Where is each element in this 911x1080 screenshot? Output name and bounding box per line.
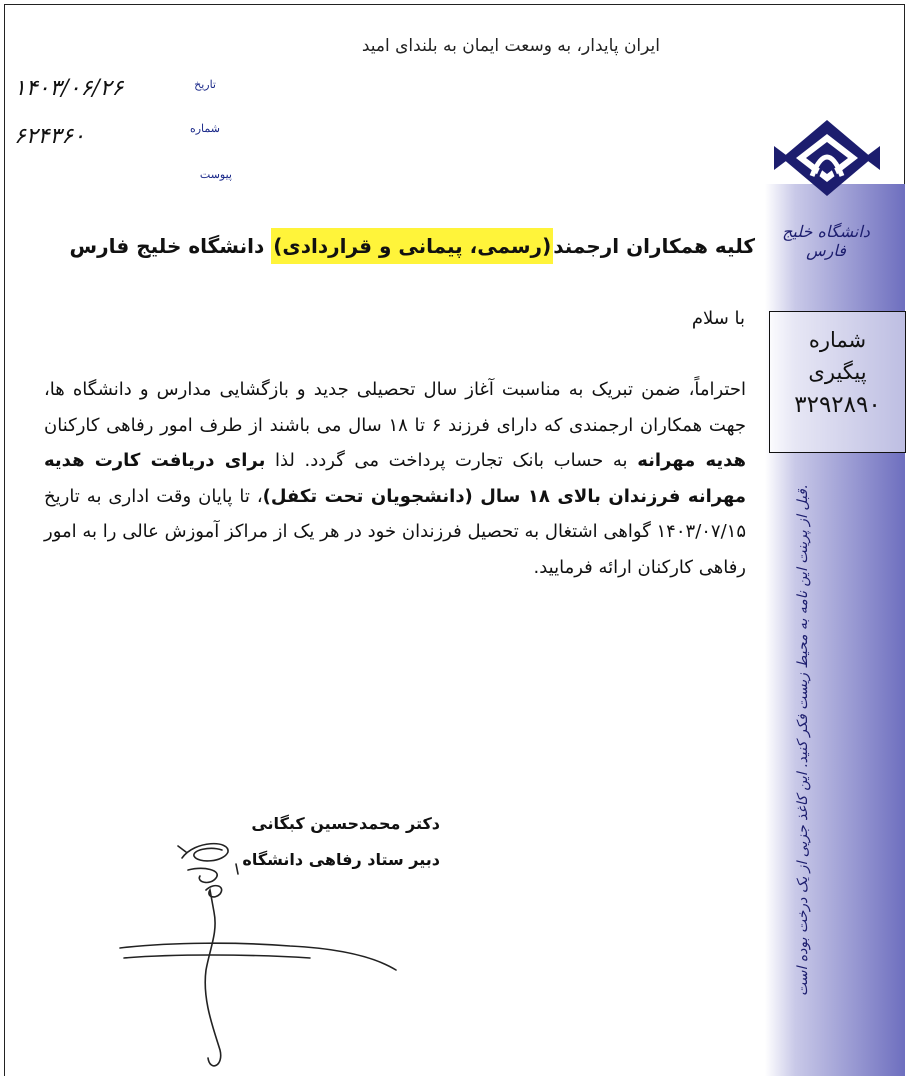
recipient-line (30, 226, 755, 266)
body-part-3: ، تا پایان وقت اداری به تاریخ ۱۴۰۳/۰۷/۱۵ گواهی اشتغال به تحصیل فرزندان خود در هر یک از مراکز آموزش عالی را به امور رفاهی کارکنان ارائه فرمایید. (44, 485, 746, 578)
sidebar-environment-note: قبل از پرینت این نامه به محیط زیست فکر کنید. این کاغذ جزیی از یک درخت بوده است. (795, 484, 811, 996)
recipient-highlight: (رسمی، پیمانی و قراردادی) (271, 228, 553, 264)
motto: ایران پایدار، به وسعت ایمان به بلندای امید (361, 36, 660, 56)
recipient-suffix: دانشگاه خلیج فارس (69, 234, 272, 258)
university-logo-icon (768, 118, 886, 198)
tracking-label-line1: شماره (808, 328, 867, 352)
signer-name: دکتر محمدحسین کبگانی (251, 814, 440, 833)
body-bold-2: برای دریافت کارت هدیه مهرانه فرزندان بالای ۱۸ سال (دانشجویان تحت تکفل) (44, 450, 746, 507)
signer-title: دبیر ستاد رفاهی دانشگاه (242, 850, 440, 869)
logo-caption: دانشگاه خلیج فارس (782, 222, 870, 260)
date-value: ۱۴۰۳/۰۶/۲۶ (14, 76, 124, 101)
letter-body (44, 372, 746, 585)
recipient-prefix: کلیه همکاران ارجمند (553, 234, 755, 258)
handwritten-signature-icon (110, 830, 410, 1080)
date-label: تاریخ (194, 78, 216, 91)
number-label: شماره (189, 122, 220, 135)
tracking-number-box (769, 311, 906, 453)
tracking-label-line2: پیگیری (808, 360, 867, 384)
body-part-1: احتراماً، ضمن تبریک به مناسبت آغاز سال تحصیلی جدید و بازگشایی مدارس و دانشگاه ها، جهت همکاران ارجمندی که دارای فرزند ۶ تا ۱۸ سال می باشند از طرف امور رفاهی کارکنان (44, 379, 746, 436)
tracking-number: ۳۲۹۲۸۹۰ (794, 392, 881, 418)
body-part-2: به حساب بانک تجارت پرداخت می گردد. لذا (265, 450, 638, 471)
number-value: ۶۲۴۳۶۰ (14, 124, 85, 149)
body-bold-1: هدیه مهرانه (637, 450, 746, 471)
attachment-label: پیوست (199, 168, 232, 181)
greeting: با سلام (691, 308, 745, 329)
